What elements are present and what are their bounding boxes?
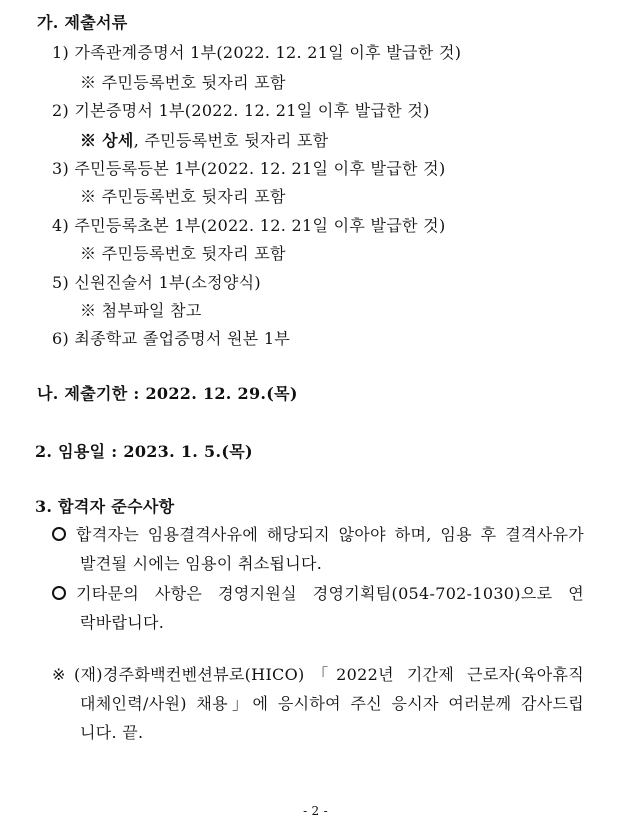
section-2-heading: 2. 임용일 : 2023. 1. 5.(목) bbox=[35, 442, 253, 461]
section-na-heading: 나. 제출기한 : 2022. 12. 29.(목) bbox=[37, 384, 298, 403]
section-ga-heading: 가. 제출서류 bbox=[37, 13, 128, 32]
closing-line-2 bbox=[80, 693, 584, 715]
reference-mark-icon: ※ bbox=[52, 665, 66, 684]
list-item-4-note: ※ 주민등록번호 뒷자리 포함 bbox=[80, 244, 286, 263]
section-3-heading: 3. 합격자 준수사항 bbox=[35, 497, 175, 516]
closing-line-1 bbox=[52, 664, 584, 686]
circle-bullet-icon bbox=[52, 586, 66, 600]
list-item-1-note: ※ 주민등록번호 뒷자리 포함 bbox=[80, 73, 286, 92]
bullet-2-line1: 기타문의 사항은 경영지원실 경영기획팀(054-702-1030)으로 연 bbox=[76, 584, 584, 603]
list-item-5-note: ※ 첨부파일 참고 bbox=[80, 301, 202, 320]
list-item-2-note bbox=[80, 130, 329, 152]
list-item-1: 1) 가족관계증명서 1부(2022. 12. 21일 이후 발급한 것) bbox=[52, 43, 462, 62]
list-item-2: 2) 기본증명서 1부(2022. 12. 21일 이후 발급한 것) bbox=[52, 101, 430, 120]
circle-bullet-icon bbox=[52, 527, 66, 541]
bullet-item-2 bbox=[52, 583, 584, 605]
closing-text-1: (재)경주화백컨벤션뷰로(HICO)「2022년 기간제 근로자(육아휴직 bbox=[74, 665, 584, 684]
list-item-6: 6) 최종학교 졸업증명서 원본 1부 bbox=[52, 329, 291, 348]
bullet-1-line1: 합격자는 임용결격사유에 해당되지 않아야 하며, 임용 후 결격사유가 bbox=[76, 525, 584, 544]
bullet-1-line2: 발견될 시에는 임용이 취소됩니다. bbox=[80, 554, 323, 573]
list-item-3: 3) 주민등록등본 1부(2022. 12. 21일 이후 발급한 것) bbox=[52, 159, 446, 178]
note-emphasis: ※ 상세 bbox=[80, 131, 134, 150]
bullet-item-1 bbox=[52, 524, 584, 546]
closing-text-2: 대체인력/사원) 채용」에 응시하여 주신 응시자 여러분께 감사드립 bbox=[80, 694, 584, 713]
bullet-2-line2: 락바랍니다. bbox=[80, 613, 165, 632]
note-rest: , 주민등록번호 뒷자리 포함 bbox=[133, 131, 329, 150]
list-item-5: 5) 신원진술서 1부(소정양식) bbox=[52, 273, 261, 292]
list-item-3-note: ※ 주민등록번호 뒷자리 포함 bbox=[80, 187, 286, 206]
page-number: - 2 - bbox=[303, 804, 328, 818]
closing-line-3: 니다. 끝. bbox=[80, 723, 144, 742]
list-item-4: 4) 주민등록초본 1부(2022. 12. 21일 이후 발급한 것) bbox=[52, 216, 446, 235]
